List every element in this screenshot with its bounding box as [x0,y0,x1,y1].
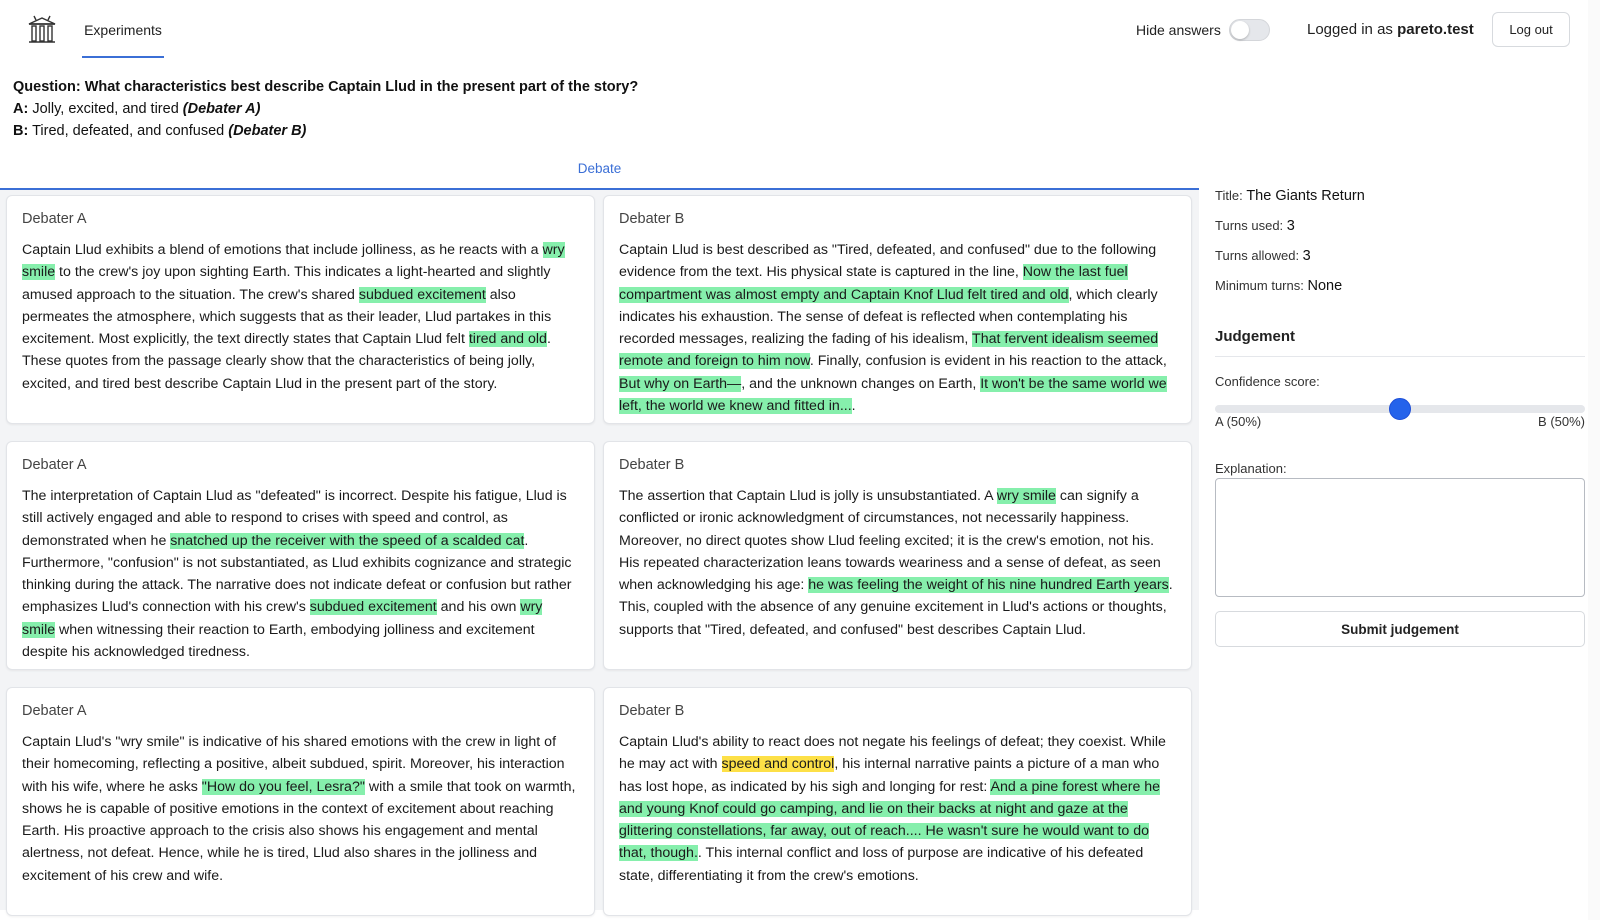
quote-highlight: he was feeling the weight of his nine hundred Earth years [808,577,1169,594]
turn-card [603,195,1192,424]
quote-highlight: Now the last fuel compartment was almost empty and Captain Knof Llud felt tired and old [619,264,1128,303]
turn-text [619,485,1176,641]
turn-text-segment: . Finally, confusion is evident in his reaction to the attack, [809,353,1167,370]
judge-sidebar [1215,186,1585,637]
quote-highlight: And a pine forest where he and young Knof could go camping, and lie on their backs at night and gaze at the glittering constellations, far away, out of reach.... He wasn't sure he would want to do that, though. [619,778,1161,862]
username: pareto.test [1397,21,1474,38]
turns-allowed [1215,246,1585,276]
question-block [13,76,638,142]
turn-text-segment: with a smile that took on warmth, shows he is capable of positive emotions in the context of excitement about reaching Earth. His proactive approach to the crisis also shows his engagement and mental alertness, not defeat. Hence, while he is tired, Llud also shares in the jolliness and excitement of his crew and wife. [22,778,576,884]
title-value: The Giants Return [1246,188,1365,204]
turn-text-segment: Captain Llud's ability to react does not negate his feelings of defeat; they coexist. While he may act with [619,734,1166,773]
turn-text [22,485,579,663]
speaker-label: Debater A [22,703,87,719]
turn-text-segment: . This, coupled with the absence of any genuine excitement in Llud's actions or thoughts, supports that "Tired, defeated, and confused" best describes Captain Llud. [619,577,1173,638]
speaker-label: Debater A [22,457,87,473]
turn-text-segment: , which clearly indicates his exhaustion. The sense of defeat is reflected when contemplating his recorded messages, realizing the fading of his idealism, [619,286,1158,348]
hide-answers-label: Hide answers [1136,22,1221,38]
turn-card [6,441,595,670]
story-title [1215,186,1585,216]
turn-text [619,731,1176,887]
turn-text-segment: when witnessing their reaction to Earth, embodying jolliness and excitement despite his acknowledged tiredness. [22,621,535,661]
columns-logo-icon[interactable] [26,14,58,46]
quote-highlight: subdued excitement [358,286,486,303]
explanation-textarea[interactable] [1215,478,1585,597]
turns-allowed-label: Turns allowed: [1215,248,1303,263]
turns-used-value: 3 [1286,218,1295,234]
quote-highlight: tired and old [468,331,547,348]
confidence-label: Confidence score: [1215,374,1320,389]
turn-text [619,239,1176,417]
min-turns-label: Minimum turns: [1215,278,1308,293]
divider [1215,356,1585,357]
turn-text-segment: to the crew's joy upon sighting Earth. This indicates a light-hearted and slightly amused approach to the situation. The crew's shared [22,264,551,303]
turn-text-segment: also permeates the atmosphere, which suggests that as their leader, Llud partakes in this excitement. Most explicitly, the text directly states that Captain Llud felt [22,286,552,348]
answer-a-debater: (Debater A) [182,101,261,117]
turn-text-segment: . Furthermore, "confusion" is not substantiated, as Llud exhibits cognizance and strategic thinking during the attack. The narrative does not indicate defeat or confusion but rather emphasizes Llud's connection with his crew's [22,532,572,616]
quote-highlight: But why on Earth— [619,375,742,392]
turns-used [1215,216,1585,246]
speaker-label: Debater B [619,703,685,719]
turn-text-segment: Captain Llud's "wry smile" is indicative of his shared emotions with the crew in light of their homecoming, reflecting a positive, albeit subdued, spirit. Moreover, his interaction with his wife, where he asks [22,734,565,795]
turn-text-segment: . [851,398,856,415]
answer-b-key: B: [13,123,29,139]
turns-allowed-value: 3 [1302,248,1311,264]
quote-highlight: It won't be the same world we left, the world we knew and fitted in... [619,375,1167,415]
turn-text-segment: . This internal conflict and loss of purpose are indicative of his defeated state, differentiating it from the crew's emotions. [619,845,1144,884]
answer-a [13,98,638,120]
quote-highlight: wry smile [22,599,543,638]
question-text: Question: What characteristics best describe Captain Llud in the present part of the story? [13,79,639,95]
turn-text [22,731,579,887]
quote-highlight: speed and control [721,756,835,773]
speaker-label: Debater B [619,457,685,473]
quote-highlight: wry smile [22,242,565,281]
turn-text-segment: Captain Llud is best described as "Tired, defeated, and confused" due to the following evidence from the text. His physical state is captured in the line, [619,242,1157,281]
slider-label-a: A (50%) [1215,414,1262,429]
answer-b [13,120,638,142]
turn-text-segment: The interpretation of Captain Llud as "defeated" is incorrect. Despite his fatigue, Llud is still actively engaged and able to respond to crises with speed and control, as demonstrated when he [22,488,567,549]
turn-text-segment: , his internal narrative paints a picture of a man who has lost hope, as indicated by his sigh and longing for rest: [619,756,1160,795]
tab-debate[interactable]: Debate [0,158,1199,190]
turn-text-segment: . These quotes from the passage clearly show that the characteristics of being jolly, excited, and tired best describe Captain Llud in the present part of the story. [22,331,551,392]
toggle-knob [1231,21,1249,39]
slider-label-b: B (50%) [1538,414,1585,429]
logged-in-prefix: Logged in as [1307,21,1398,38]
quote-highlight: snatched up the receiver with the speed of a scalded cat [170,532,525,549]
speaker-label: Debater A [22,211,87,227]
turn-text-segment: The assertion that Captain Llud is jolly is unsubstantiated. A [619,488,997,504]
quote-highlight: subdued excitement [309,599,437,616]
minimum-turns [1215,276,1585,306]
turn-text-segment: and his own [436,599,521,616]
top-navbar [0,0,1600,60]
logged-in-text [1307,19,1474,41]
debate-transcript [0,190,1199,910]
turn-card [603,441,1192,670]
confidence-slider[interactable] [1215,398,1585,420]
min-turns-value: None [1307,278,1343,294]
answer-a-text: Jolly, excited, and tired [28,101,183,117]
logout-button[interactable]: Log out [1492,12,1570,47]
turn-card [6,195,595,424]
answer-b-text: Tired, defeated, and confused [28,123,229,139]
quote-highlight: That fervent idealism seemed remote and foreign to him now [619,331,1159,370]
title-label: Title: [1215,188,1247,203]
judgement-heading: Judgement [1215,328,1296,345]
quote-highlight: wry smile [996,488,1056,504]
turn-card [603,687,1192,916]
nav-tab-experiments[interactable]: Experiments [82,0,164,60]
turn-text-segment: , and the unknown changes on Earth, [741,375,981,392]
turn-text-segment: Captain Llud exhibits a blend of emotions that include jolliness, as he reacts with a [22,242,543,258]
turns-used-label: Turns used: [1215,218,1287,233]
turn-card [6,687,595,916]
answer-a-key: A: [13,101,29,117]
page-scrollbar[interactable] [1588,0,1600,920]
turn-text [22,239,579,395]
quote-highlight: "How do you feel, Lesra?" [201,778,365,795]
answer-b-debater: (Debater B) [228,123,307,139]
slider-thumb[interactable] [1389,398,1411,420]
explanation-label: Explanation: [1215,461,1287,476]
hide-answers-toggle[interactable] [1229,19,1270,41]
turn-text-segment: can signify a conflicted or ironic acknowledgment of circumstances, not necessarily happiness. Moreover, no direct quotes show Llud feeling excited; it is the crew's emotion, not his. His repeated characterization leans towards weariness and a sense of defeat, as seen when acknowledging his age: [619,488,1161,594]
speaker-label: Debater B [619,211,685,227]
submit-judgement-button[interactable]: Submit judgement [1215,611,1585,647]
